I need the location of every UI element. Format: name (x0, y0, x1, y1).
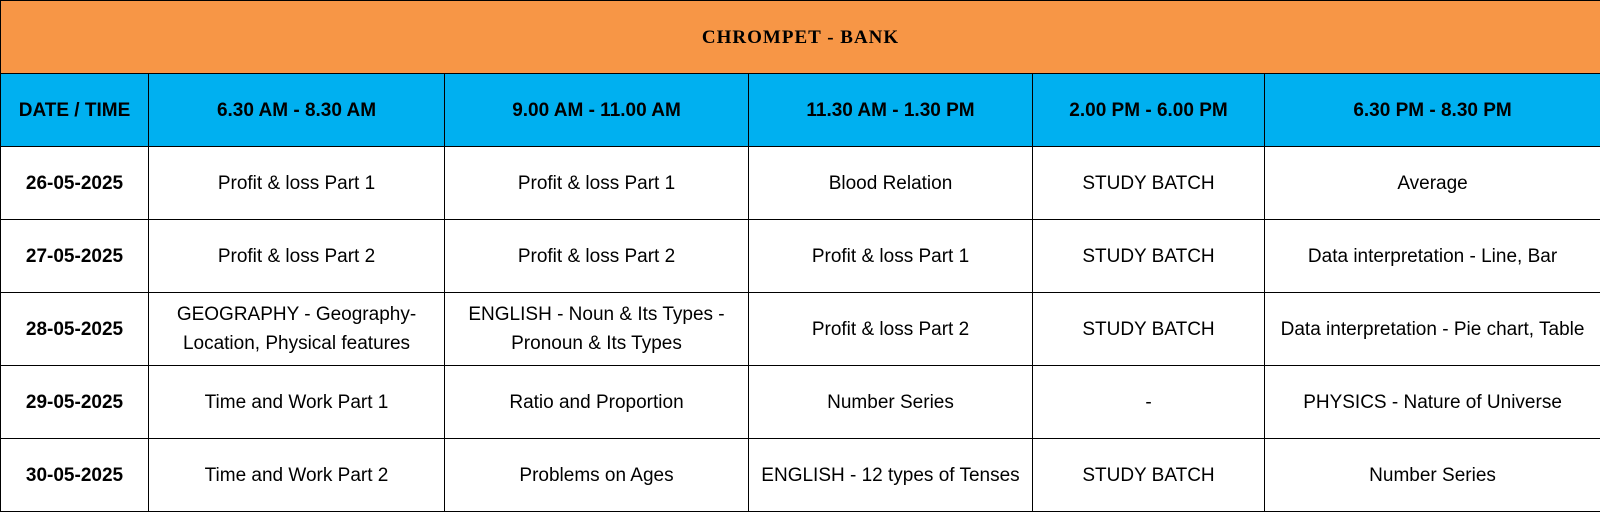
header-row (1, 74, 1600, 147)
header-date-time: DATE / TIME (1, 74, 149, 147)
session-cell: Profit & loss Part 2 (749, 293, 1033, 366)
session-cell: - (1033, 366, 1265, 439)
table-row (1, 220, 1600, 293)
session-cell: STUDY BATCH (1033, 220, 1265, 293)
session-cell: Ratio and Proportion (445, 366, 749, 439)
session-cell: Time and Work Part 2 (149, 439, 445, 512)
date-cell: 29-05-2025 (1, 366, 149, 439)
session-cell: PHYSICS - Nature of Universe (1265, 366, 1600, 439)
header-slot-1: 6.30 AM - 8.30 AM (149, 74, 445, 147)
date-cell: 28-05-2025 (1, 293, 149, 366)
session-cell: STUDY BATCH (1033, 439, 1265, 512)
header-slot-3: 11.30 AM - 1.30 PM (749, 74, 1033, 147)
session-cell: Profit & loss Part 2 (149, 220, 445, 293)
session-cell: Profit & loss Part 2 (445, 220, 749, 293)
date-cell: 27-05-2025 (1, 220, 149, 293)
session-cell: STUDY BATCH (1033, 293, 1265, 366)
schedule-title: CHROMPET - BANK (1, 1, 1600, 74)
session-cell: ENGLISH - Noun & Its Types - Pronoun & Its Types (445, 293, 749, 366)
table-row (1, 293, 1600, 366)
session-cell: Profit & loss Part 1 (445, 147, 749, 220)
session-cell: Number Series (1265, 439, 1600, 512)
session-cell: ENGLISH - 12 types of Tenses (749, 439, 1033, 512)
session-cell: Number Series (749, 366, 1033, 439)
session-cell: Profit & loss Part 1 (749, 220, 1033, 293)
session-cell: Profit & loss Part 1 (149, 147, 445, 220)
header-slot-5: 6.30 PM - 8.30 PM (1265, 74, 1600, 147)
session-cell: Data interpretation - Line, Bar (1265, 220, 1600, 293)
session-cell: Average (1265, 147, 1600, 220)
table-row (1, 366, 1600, 439)
table-row (1, 147, 1600, 220)
header-slot-4: 2.00 PM - 6.00 PM (1033, 74, 1265, 147)
session-cell: GEOGRAPHY - Geography-Location, Physical features (149, 293, 445, 366)
header-slot-2: 9.00 AM - 11.00 AM (445, 74, 749, 147)
title-row (1, 1, 1600, 74)
session-cell: Time and Work Part 1 (149, 366, 445, 439)
session-cell: STUDY BATCH (1033, 147, 1265, 220)
session-cell: Data interpretation - Pie chart, Table (1265, 293, 1600, 366)
session-cell: Problems on Ages (445, 439, 749, 512)
date-cell: 30-05-2025 (1, 439, 149, 512)
session-cell: Blood Relation (749, 147, 1033, 220)
table-row (1, 439, 1600, 512)
date-cell: 26-05-2025 (1, 147, 149, 220)
